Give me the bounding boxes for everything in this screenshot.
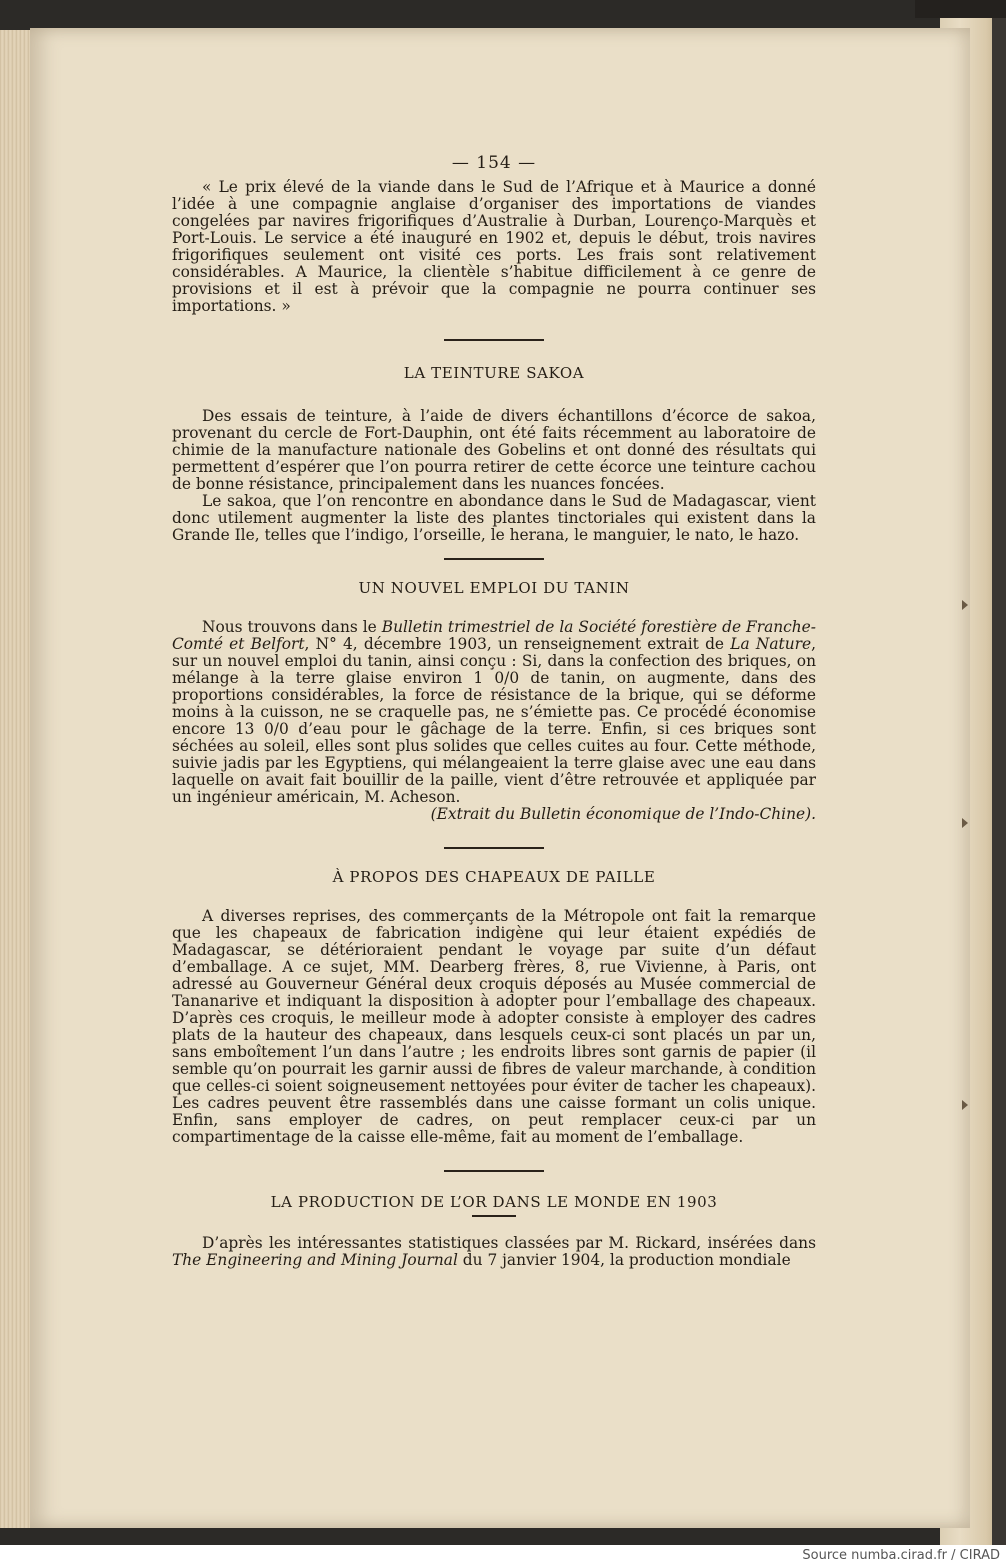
- tanin-source: (Extrait du Bulletin économique de l’Indo-Chine).: [430, 805, 816, 823]
- page-number: — 154 —: [451, 153, 537, 173]
- source-credit: Source numba.cirad.fr / CIRAD: [802, 1548, 1000, 1563]
- section-divider: [444, 339, 544, 341]
- or-paragraph: D’après les intéressantes statistiques classées par M. Rickard, insérées dans The Engineering and Mining Journal du 7 janvier 1904, la production mondiale: [172, 1234, 816, 1269]
- or-journal-title: The Engineering and Mining Journal: [172, 1251, 458, 1269]
- section-title-tanin: UN NOUVEL EMPLOI DU TANIN: [358, 579, 630, 597]
- page-marker-icon: [962, 600, 968, 610]
- section-divider: [444, 847, 544, 849]
- page-content: [172, 155, 816, 1269]
- section-divider: [444, 1170, 544, 1172]
- book-edge-shadow: [992, 0, 1006, 1545]
- section-title-chapeaux: À PROPOS DES CHAPEAUX DE PAILLE: [332, 868, 656, 886]
- title-underline: [472, 1215, 516, 1217]
- chapeaux-paragraph: A diverses reprises, des commerçants de la Métropole ont fait la remarque que les chapeaux de fabrication indigène qui leur étaient expédiés de Madagascar, se détérioraient pendant le voyage par suite d’un défaut d’emballage. A ce sujet, MM. Dearberg frères, 8, rue Vivienne, à Paris, ont adressé au Gouverneur Général deux croquis déposés au Musée commercial de Tananarive et indiquant la disposition à adopter pour l’emballage des chapeaux. D’après ces croquis, le meilleur mode à adopter consiste à employer des cadres plats de la hauteur des chapeaux, dans lesquels ceux-ci sont placés un par un, sans emboîtement l’un dans l’autre ; les endroits libres sont garnis de papier (il semble qu’on pourrait les garnir aussi de fibres de valeur marchande, à condition que celles-ci soient soigneusement nettoyées pour éviter de tacher les chapeaux). Les cadres peuvent être rassemblés dans une caisse formant un colis unique. Enfin, sans employer de cadres, on peut remplacer ceux-ci par un compartimentage de la caisse elle-même, fait au moment de l’emballage.: [172, 907, 816, 1146]
- tanin-la-nature: La Nature: [730, 635, 812, 653]
- section-title-or: LA PRODUCTION DE L’OR DANS LE MONDE EN 1903: [270, 1193, 718, 1211]
- tanin-paragraph: Nous trouvons dans le Bulletin trimestriel de la Société forestière de Franche-Comté et Belfort, N° 4, décembre 1903, un renseignement extrait de La Nature, sur un nouvel emploi du tanin, ainsi conçu : Si, dans la confection des briques, on mélange à la terre glaise environ 1 0/0 de tanin, on augmente, dans des proportions considérables, la force de résistance de la brique, qui se déforme moins à la cuisson, ne se craquelle pas, ne s’émiette pas. Ce procédé économise encore 13 0/0 d’eau pour le gâchage de la terre. Enfin, si ces briques sont séchées au soleil, elles sont plus solides que celles cuites au four. Cette méthode, suivie jadis par les Egyptiens, qui mélangeaient la terre glaise avec une eau dans laquelle on avait fait bouillir de la paille, vient d’être retrouvée et appliquée par un ingénieur américain, M. Acheson.: [172, 618, 816, 806]
- sakoa-paragraph-2: Le sakoa, que l’on rencontre en abondance dans le Sud de Madagascar, vient donc utilement augmenter la liste des plantes tinctoriales qui existent dans la Grande Ile, telles que l’indigo, l’orseille, le herana, le manguier, le nato, le hazo.: [172, 492, 816, 544]
- section-title-sakoa: LA TEINTURE SAKOA: [403, 364, 585, 382]
- page-marker-icon: [962, 818, 968, 828]
- page-marker-icon: [962, 1100, 968, 1110]
- section-divider: [444, 558, 544, 560]
- sakoa-paragraph-1: Des essais de teinture, à l’aide de divers échantillons d’écorce de sakoa, provenant du cercle de Fort-Dauphin, ont été faits récemment au laboratoire de chimie de la manufacture nationale des Gobelins et ont donné des résultats qui permettent d’espérer que l’on pourra retirer de cette écorce une teinture cachou de bonne résistance, principalement dans les nuances foncées.: [172, 407, 816, 493]
- scan-corner: [915, 0, 1006, 18]
- tanin-bulletin-title: Bulletin trimestriel de la Société forestière de Franche-Comté et Belfort: [172, 618, 816, 653]
- intro-paragraph: « Le prix élevé de la viande dans le Sud de l’Afrique et à Maurice a donné l’idée à une compagnie anglaise d’organiser des importations de viandes congelées par navires frigorifiques d’Australie à Durban, Lourenço-Marquès et Port-Louis. Le service a été inauguré en 1902 et, depuis le début, trois navires frigorifiques seulement ont visité ces ports. Les frais sont relativement considérables. A Maurice, la clientèle s’habitue difficilement à ce genre de provisions et il est à prévoir que la compagnie ne pourra continuer ses importations. »: [172, 178, 816, 315]
